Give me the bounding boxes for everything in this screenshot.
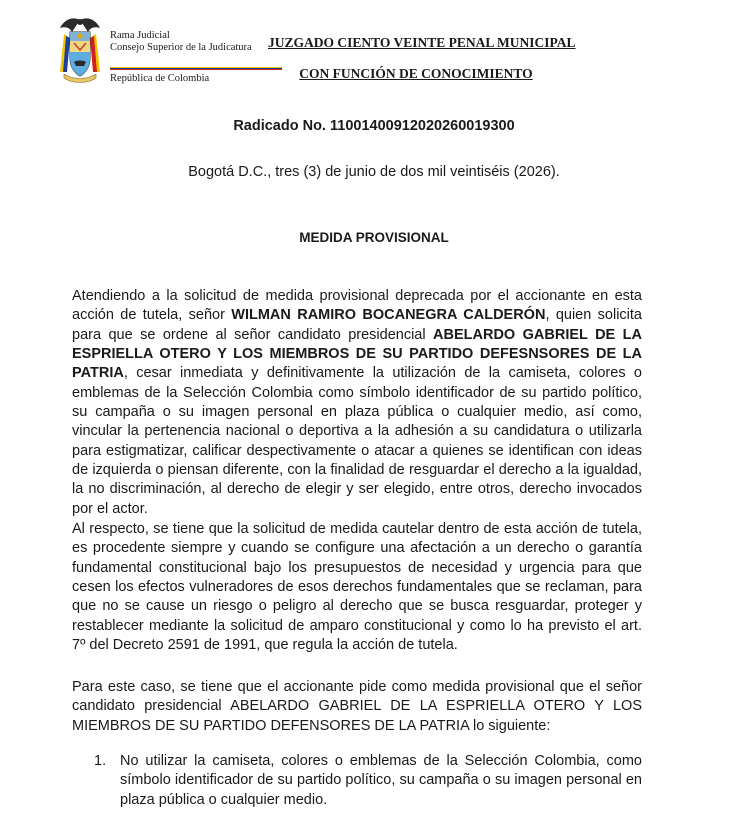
court-name-line1: JUZGADO CIENTO VEINTE PENAL MUNICIPAL (268, 35, 576, 50)
paragraph-1-text-b: , quien solicita para que se ordene al señor candidato presidencial (72, 307, 642, 343)
list-item (94, 752, 642, 810)
flag-stripe (110, 67, 282, 70)
document-title: MEDIDA PROVISIONAL (299, 230, 449, 245)
plaintiff-name: WILMAN RAMIRO BOCANEGRA CALDERÓN (231, 307, 546, 324)
logo-line-consejo: Consejo Superior de la Judicatura (110, 42, 252, 53)
logo-line-republica: República de Colombia (110, 73, 210, 84)
list-item-text: No utilizar la camiseta, colores o emblemas de la Selección Colombia, como símbolo identificador de su partido político, su campaña o su imagen personal en plaza pública o cualquier medio. (120, 753, 642, 808)
logo-line-rama-judicial: Rama Judicial (110, 30, 170, 41)
paragraph-1-text-c: , cesar inmediata y definitivamente la utilización de la camiseta, colores o emblemas de la Selección Colombia como símbolo identificador de su partido político, su campaña o su imagen personal en plaza pública o cualquier medio, así como, vincular la pertenencia nacional o deportiva a la adhesión a su candidatura o utilizarla para estigmatizar, calificar despectivamente o atacar a quienes se identifican con ideas de izquierda o piensan diferente, con la finalidad de resguardar el derecho a la igualdad, la no discriminación, al derecho de elegir y ser elegido, entre otros, derecho invocados por el actor. (72, 365, 642, 517)
court-name-line2: CON FUNCIÓN DE CONOCIMIENTO (299, 66, 533, 81)
logo-text (110, 30, 252, 54)
paragraph-1 (72, 287, 642, 519)
list-item-number: 1. (94, 753, 107, 769)
flag-stripe-red (110, 69, 282, 70)
candidate-name: ABELARDO GABRIEL DE LA ESPRIELLA OTERO Y LOS MIEMBROS DE SU PARTIDO DEFESNSORES DE LA PATRIA (72, 326, 642, 382)
requests-list (94, 752, 642, 810)
rama-judicial-logo (58, 10, 252, 90)
document-date: Bogotá D.C., tres (3) de junio de dos mil veintiséis (2026). (188, 164, 560, 180)
paragraph-3: Para este caso, se tiene que el accionante pide como medida provisional que el señor candidato presidencial ABELARDO GABRIEL DE LA ESPRIELLA OTERO Y LOS MIEMBROS DE SU PARTIDO DEFENSORES DE LA PATRIA lo siguiente: (72, 679, 642, 734)
case-number: Radicado No. 11001400912020260019300 (233, 118, 515, 134)
paragraph-1-text-a: Atendiendo a la solicitud de medida provisional deprecada por el accionante en esta acción de tutela, señor (72, 288, 642, 324)
paragraph-2: Al respecto, se tiene que la solicitud de medida cautelar dentro de esta acción de tutela, es procedente siempre y cuando se configure una afectación a un derecho o garantía fundamental constitucional bajo los presupuestos de necesidad y urgencia para que cesen los efectos vulneradores de esos derechos fundamentales que se reclaman, para que no se cause un riesgo o peligro al derecho que se busca resguardar, proteger y restablecer mediante la solicitud de amparo constitucional y como lo ha previsto el art. 7º del Decreto 2591 de 1991, que regula la acción de tutela. (72, 521, 642, 654)
coat-of-arms-icon (58, 14, 102, 86)
